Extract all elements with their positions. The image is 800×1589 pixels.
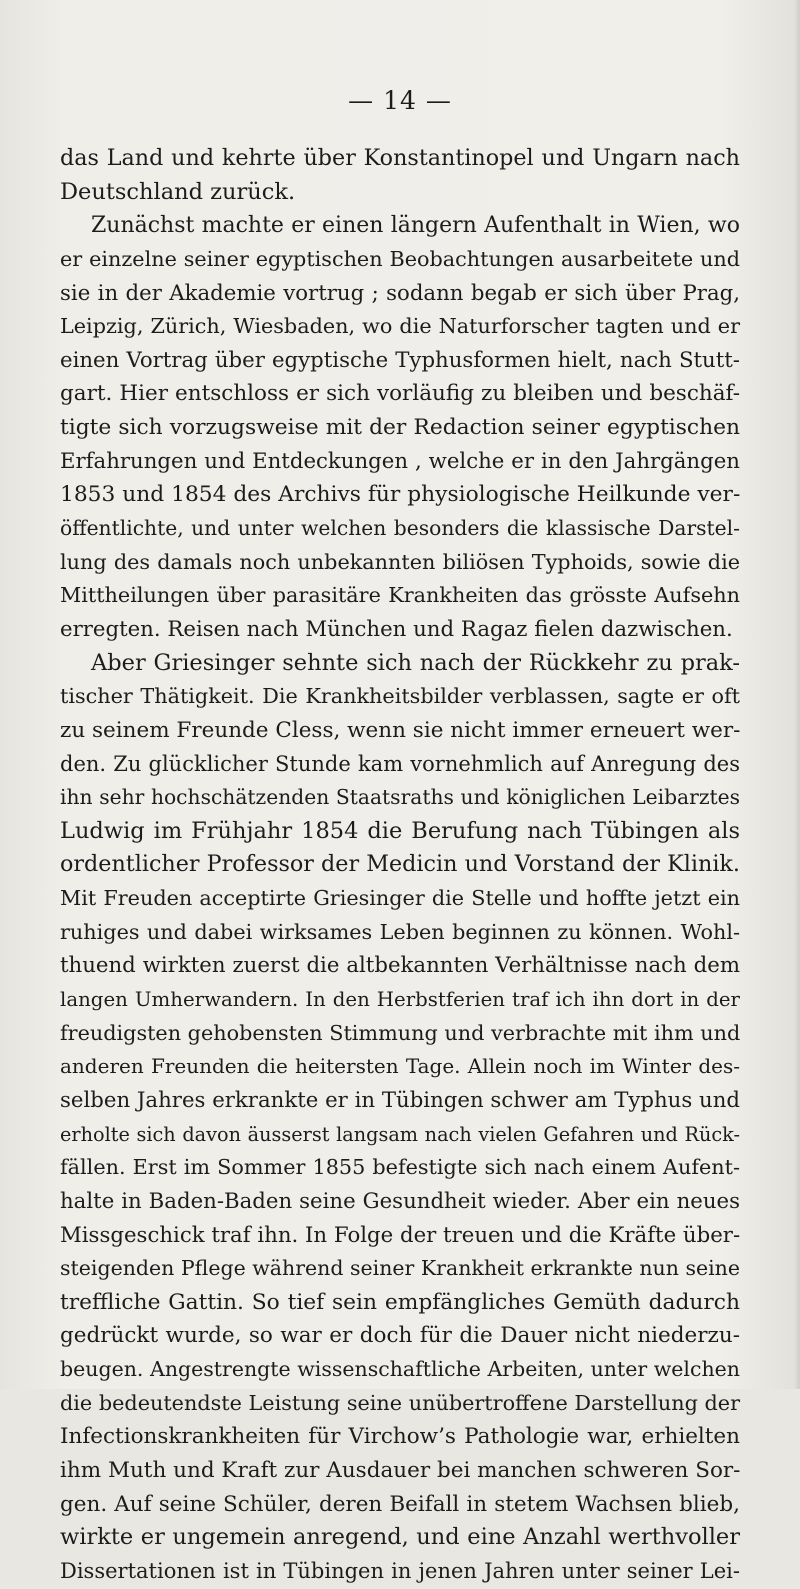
- text-line: er einzelne seiner egyptischen Beobachtungen ausarbeitete und: [60, 246, 740, 271]
- text-line: fällen. Erst im Sommer 1855 befestigte sich nach einem Aufent-: [60, 1155, 740, 1180]
- text-line: Ludwig im Frühjahr 1854 die Berufung nach Tübingen als: [60, 817, 740, 844]
- text-line: Missgeschick traf ihn. In Folge der treuen und die Kräfte über-: [60, 1222, 741, 1248]
- text-line: sie in der Akademie vortrug ; sodann begab er sich über Prag,: [60, 280, 740, 306]
- text-line: erholte sich davon äusserst langsam nach vielen Gefahren und Rück-: [60, 1122, 740, 1146]
- text-line: den. Zu glücklicher Stunde kam vornehmlich auf Anregung des: [60, 751, 740, 776]
- text-line: ruhiges und dabei wirksames Leben beginnen zu können. Wohl-: [60, 919, 740, 944]
- text-line: langen Umherwandern. In den Herbstferien traf ich ihn dort in der: [60, 988, 740, 1012]
- text-line: gen. Auf seine Schüler, deren Beifall in stetem Wachsen blieb,: [60, 1491, 740, 1517]
- text-line: tigte sich vorzugsweise mit der Redaction seiner egyptischen: [60, 415, 740, 441]
- text-line: ordentlicher Professor der Medicin und Vorstand der Klinik.: [60, 851, 740, 878]
- text-line: steigenden Pflege während seiner Krankheit erkrankte nun seine: [60, 1256, 741, 1281]
- text-line: ihn sehr hochschätzenden Staatsraths und königlichen Leibarztes: [60, 785, 740, 810]
- text-line: ihm Muth und Kraft zur Ausdauer bei manchen schweren Sor-: [60, 1457, 741, 1483]
- text-line: anderen Freunden die heitersten Tage. Allein noch im Winter des-: [60, 1054, 740, 1079]
- text-line: öffentlichte, und unter welchen besonders die klassische Darstel-: [60, 516, 740, 541]
- text-line: wirkte er ungemein anregend, und eine Anzahl werthvoller: [60, 1524, 740, 1551]
- text-line: freudigsten gehobensten Stimmung und verbrachte mit ihm und: [60, 1020, 741, 1045]
- text-line: lung des damals noch unbekannten biliösen Typhoids, sowie die: [60, 549, 740, 574]
- text-line: erregten. Reisen nach München und Ragaz fielen dazwischen.: [60, 616, 733, 642]
- text-line: beugen. Angestrengte wissenschaftliche Arbeiten, unter welchen: [60, 1357, 740, 1382]
- text-line: Infectionskrankheiten für Virchow’s Pathologie war, erhielten: [60, 1424, 740, 1450]
- text-line: selben Jahres erkrankte er in Tübingen schwer am Typhus und: [60, 1087, 740, 1113]
- page-number: — 14 —: [348, 86, 452, 115]
- text-line: Dissertationen ist in Tübingen in jenen Jahren unter seiner Lei-: [60, 1558, 740, 1583]
- text-line: tischer Thätigkeit. Die Krankheitsbilder verblassen, sagte er oft: [60, 684, 740, 709]
- text-line: zu seinem Freunde Cless, wenn sie nicht immer erneuert wer-: [60, 717, 741, 743]
- text-line: das Land und kehrte über Konstantinopel und Ungarn nach: [60, 145, 740, 171]
- text-line: treffliche Gattin. So tief sein empfängliches Gemüth dadurch: [60, 1289, 740, 1315]
- text-line: Mit Freuden acceptirte Griesinger die Stelle und hoffte jetzt ein: [60, 886, 740, 911]
- text-line: Deutschland zurück.: [60, 178, 296, 205]
- text-line: die bedeutendste Leistung seine unübertroffene Darstellung der: [60, 1390, 740, 1415]
- text-line: Mittheilungen über parasitäre Krankheiten das grösste Aufsehn: [60, 583, 740, 608]
- text-line: thuend wirkten zuerst die altbekannten Verhältnisse nach dem: [60, 953, 740, 979]
- text-line: einen Vortrag über egyptische Typhusformen hielt, nach Stutt-: [60, 347, 740, 373]
- text-line: Aber Griesinger sehnte sich nach der Rückkehr zu prak-: [91, 649, 740, 676]
- text-line: gedrückt wurde, so war er doch für die Dauer nicht niederzu-: [60, 1323, 740, 1349]
- text-line: gart. Hier entschloss er sich vorläufig zu bleiben und beschäf-: [60, 381, 740, 407]
- text-line: 1853 und 1854 des Archivs für physiologische Heilkunde ver-: [60, 482, 741, 508]
- text-line: Erfahrungen und Entdeckungen , welche er in den Jahrgängen: [60, 448, 740, 474]
- text-line: halte in Baden-Baden seine Gesundheit wieder. Aber ein neues: [60, 1188, 740, 1214]
- text-line: Zunächst machte er einen längern Aufenthalt in Wien, wo: [91, 213, 740, 239]
- text-line: Leipzig, Zürich, Wiesbaden, wo die Naturforscher tagten und er: [60, 314, 740, 339]
- page-edge-shadow: [794, 0, 800, 1389]
- body-text: [60, 142, 740, 1589]
